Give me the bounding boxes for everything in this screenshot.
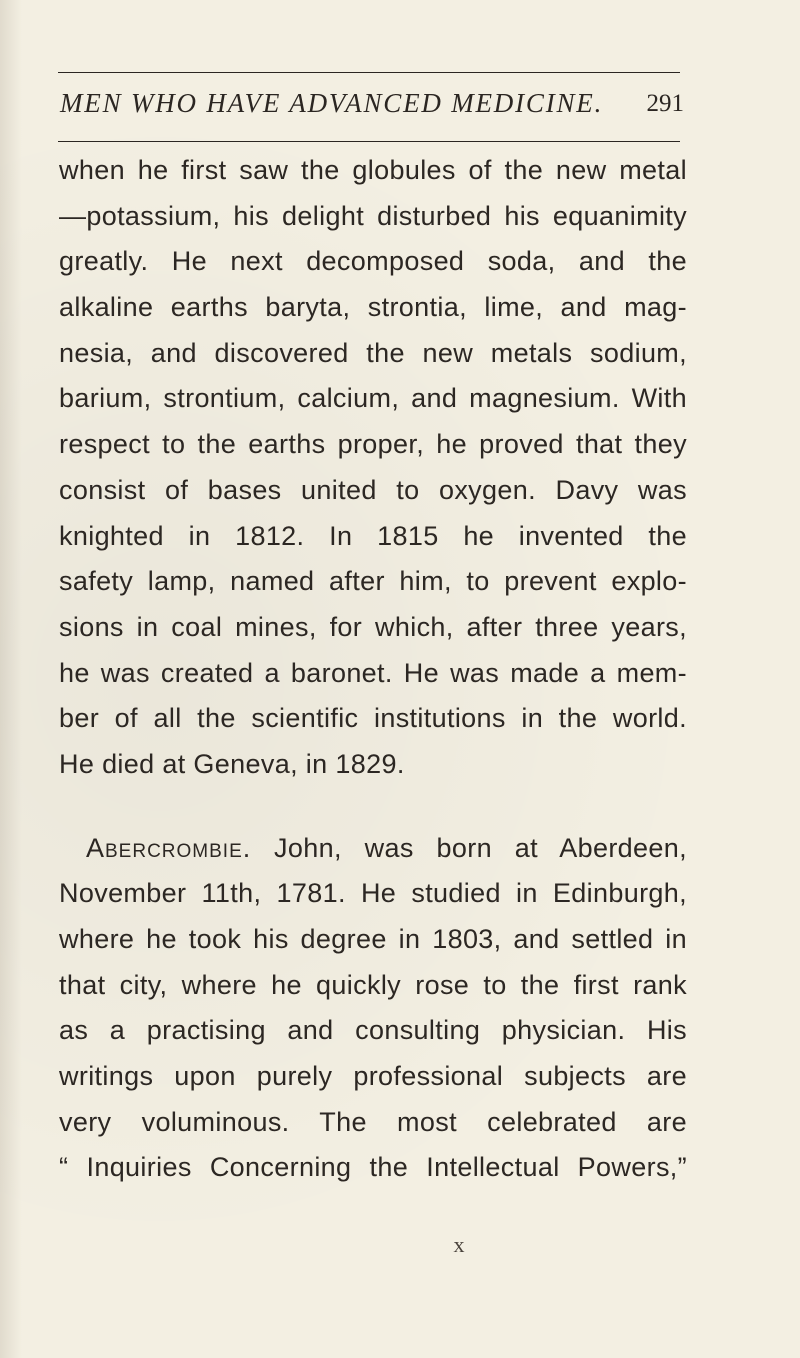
text-line: ber of all the scientific institutions in the world. [59, 703, 687, 734]
text-line: he was created a baronet. He was made a mem- [59, 657, 687, 688]
text-line: knighted in 1812. In 1815 he invented the [59, 520, 687, 551]
signature-mark: x [453, 1232, 465, 1257]
text-line: “ Inquiries Concerning the Intellectual Powers,” [59, 1152, 687, 1183]
text-line: sions in coal mines, for which, after three years, [59, 611, 687, 642]
text-line: writings upon purely professional subjects are [59, 1061, 687, 1092]
text-line: —potassium, his delight disturbed his equanimity [59, 200, 687, 231]
text-line: greatly. He next decomposed soda, and the [59, 246, 687, 277]
text-line: He died at Geneva, in 1829. [59, 748, 405, 779]
entry-lead-rest: John, was born at Aberdeen, [251, 832, 687, 863]
text-line: as a practising and consulting physician. His [59, 1015, 687, 1046]
text-line: that city, where he quickly rose to the first rank [59, 969, 687, 1000]
text-line: barium, strontium, calcium, and magnesium. With [59, 383, 687, 414]
text-line: when he first saw the globules of the new metal [59, 155, 687, 185]
text-line: respect to the earths proper, he proved that they [59, 429, 687, 460]
text-line-lead [59, 826, 687, 872]
header-rule-bottom [58, 141, 680, 142]
running-title: MEN WHO HAVE ADVANCED MEDICINE. [60, 88, 604, 118]
paragraph-abercrombie [59, 826, 687, 1192]
paragraph-davy [59, 148, 687, 788]
page-number: 291 [646, 90, 684, 117]
text-line: safety lamp, named after him, to prevent explo- [59, 566, 687, 597]
text-line: very voluminous. The most celebrated are [59, 1106, 687, 1137]
text-line: where he took his degree in 1803, and settled in [59, 924, 687, 954]
body-text [59, 148, 687, 1191]
text-line: nesia, and discovered the new metals sodium, [59, 337, 687, 368]
running-header [60, 88, 684, 132]
header-rule-top [58, 72, 680, 73]
paragraph-gap [59, 788, 687, 826]
text-line: November 11th, 1781. He studied in Edinburgh, [59, 878, 687, 909]
text-line: consist of bases united to oxygen. Davy was [59, 474, 687, 505]
text-line: alkaline earths baryta, strontia, lime, and mag- [59, 292, 687, 323]
entry-name: Abercrombie. [86, 832, 252, 863]
